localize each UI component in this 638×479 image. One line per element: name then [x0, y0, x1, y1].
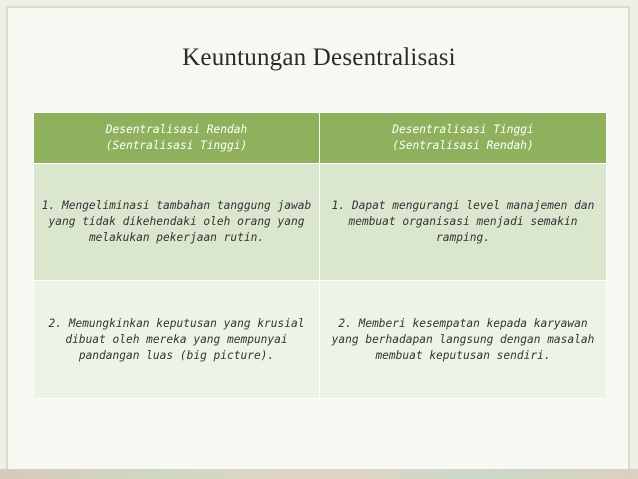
header-cell-low-decentralization — [34, 113, 320, 164]
table-cell — [34, 281, 320, 399]
header-line: Desentralisasi Tinggi — [392, 123, 534, 136]
header-line: (Sentralisasi Rendah) — [392, 139, 534, 152]
slide-title: Keuntungan Desentralisasi — [182, 44, 456, 71]
cell-text: 1. Dapat mengurangi level manajemen dan membuat organisasi menjadi semakin ramping. — [331, 199, 595, 244]
table-row — [34, 281, 607, 399]
table-row — [34, 164, 607, 281]
table-cell — [34, 164, 320, 281]
table-cell — [320, 164, 607, 281]
cell-text: 2. Memberi kesempatan kepada karyawan yang berhadapan langsung dengan masalah membuat keputusan sendiri. — [331, 316, 595, 362]
table-header-row — [34, 113, 607, 164]
header-cell-high-decentralization — [320, 113, 607, 164]
header-line: Desentralisasi Rendah — [105, 123, 248, 136]
table-cell — [320, 281, 607, 399]
cell-text: 1. Mengeliminasi tambahan tanggung jawab yang tidak dikehendaki oleh orang yang melakukan pekerjaan rutin. — [41, 199, 312, 244]
cell-text: 2. Memungkinkan keputusan yang krusial dibuat oleh mereka yang mempunyai pandangan luas (big picture). — [48, 316, 305, 362]
comparison-table — [33, 112, 607, 399]
decorative-bottom-strip — [0, 469, 638, 479]
header-line: (Sentralisasi Tinggi) — [105, 139, 248, 152]
